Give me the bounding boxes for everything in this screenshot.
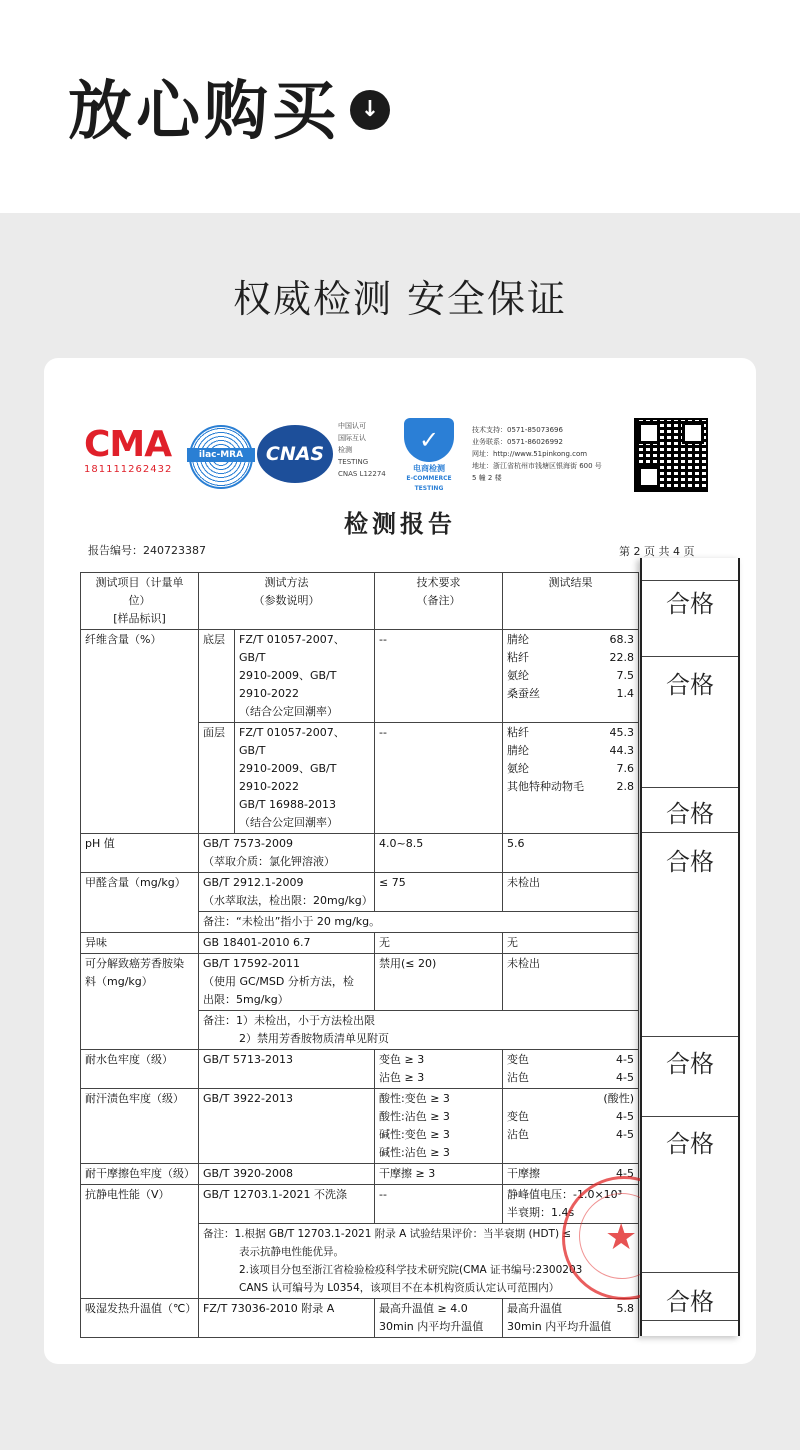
table-row: 耐水色牢度（级） GB/T 5713-2013 变色 ≥ 3 沾色 ≥ 3 变色 4-5 沾色 4-5 [81, 1050, 639, 1089]
pass-label: 合格 [666, 800, 714, 828]
column-header-result: 测试结果 [503, 573, 639, 630]
cnas-logo: CNAS [257, 425, 333, 483]
table-row: 吸湿发热升温值（℃） FZ/T 73036-2010 附录 A 最高升温值 ≥ 4.0 30min 内平均升温值 最高升温值 5.8 30min 内平均升温值 [81, 1299, 639, 1338]
report-title: 检测报告 [344, 509, 456, 538]
pass-label: 合格 [666, 590, 714, 618]
column-header-method: 测试方法 （参数说明） [199, 573, 375, 630]
table-row: 备注：1）未检出，小于方法检出限 2）禁用芳香胺物质清单见附页 [81, 1011, 639, 1050]
table-row: 甲醛含量（mg/kg） GB/T 2912.1-2009 （水萃取法，检出限：20mg/kg） ≤ 75 未检出 [81, 873, 639, 912]
pass-label: 合格 [666, 1288, 714, 1316]
section-subtitle: 权威检测 安全保证 [232, 277, 568, 321]
pass-column [640, 558, 740, 1336]
pass-label: 合格 [666, 671, 714, 699]
table-row: 可分解致癌芳香胺染 料（mg/kg） GB/T 17592-2011 （使用 GC/MSD 分析方法，检 出限：5mg/kg） 禁用(≤ 20) 未检出 [81, 954, 639, 1011]
table-row: pH 值 GB/T 7573-2009 （萃取介质：氯化钾溶液） 4.0~8.5 5.6 [81, 834, 639, 873]
pass-label: 合格 [666, 1130, 714, 1158]
report-table [80, 572, 639, 1338]
table-row: 耐汗渍色牢度（级） GB/T 3922-2013 酸性:变色 ≥ 3 酸性:沾色 ≥ 3 碱性:变色 ≥ 3 碱性:沾色 ≥ 3 (酸性) 变色 4-5 沾色 4-5 [81, 1089, 639, 1164]
column-header-item: 测试项目（计量单位） [样品标识] [81, 573, 199, 630]
pass-label: 合格 [666, 1050, 714, 1078]
shield-label: 电商检测 E-COMMERCE TESTING [406, 464, 452, 492]
ilac-mra-logo: ilac-MRA [189, 425, 253, 489]
arrow-down-icon[interactable]: ↓ [350, 90, 390, 130]
pass-label: 合格 [666, 848, 714, 876]
table-row: 备注：1.根据 GB/T 12703.1-2021 附录 A 试验结果评价：当半衰期 (HDT) ≤ 表示抗静电性能优异。 2.该项目分包至浙江省检验检疫科学技术研究院(CMA 证书编号:2300203 CANS 认可编号为 L0354，该项目不在本机构资质认定认可范围内） [81, 1224, 639, 1299]
table-row: 纤维含量（%） 底层 FZ/T 01057-2007、GB/T 2910-2009、GB/T 2910-2022 （结合公定回潮率） -- 腈纶 68.3 粘纤 22.8 氨纶 7.5 桑蚕丝 1.4 [81, 630, 639, 723]
table-row: 抗静电性能（V） GB/T 12703.1-2021 不洗涤 -- 静峰值电压：-1.0×10³ 半衰期：1.4s [81, 1185, 639, 1224]
report-card [44, 358, 756, 1364]
table-row: 耐干摩擦色牢度（级） GB/T 3920-2008 干摩擦 ≥ 3 干摩擦 4-5 [81, 1164, 639, 1185]
cma-logo: CMA 181111262432 [84, 426, 184, 475]
cma-number: 181111262432 [84, 464, 173, 475]
cnas-lines: 中国认可 国际互认 检测 TESTING CNAS L12274 [338, 422, 386, 478]
red-seal-stamp: ★ [562, 1176, 686, 1300]
table-header-row [81, 573, 639, 630]
page-title: 放心购买 [68, 75, 340, 149]
report-number: 报告编号：240723387 [88, 544, 206, 557]
contact-info: 技术支持：0571-85073696 业务联系：0571-86026992 网址：http://www.51pinkong.com 地址：浙江省杭州市钱塘区银海街 600 号 5 幢 2 楼 [472, 426, 602, 482]
table-row: 备注：“未检出”指小于 20 mg/kg。 [81, 912, 639, 933]
qr-code-icon [634, 418, 708, 492]
column-header-req: 技术要求 （备注） [375, 573, 503, 630]
shield-check-icon: ✓ [404, 418, 454, 462]
header-bar [0, 0, 800, 213]
page-number: 第 2 页 共 4 页 [619, 545, 695, 558]
table-row: 异味 GB 18401-2010 6.7 无 无 [81, 933, 639, 954]
table-row: 面层 FZ/T 01057-2007、GB/T 2910-2009、GB/T 2910-2022 GB/T 16988-2013 （结合公定回潮率） -- 粘纤 45.3 腈纶 44.3 氨纶 7.6 其他特种动物毛 2.8 [81, 723, 639, 834]
